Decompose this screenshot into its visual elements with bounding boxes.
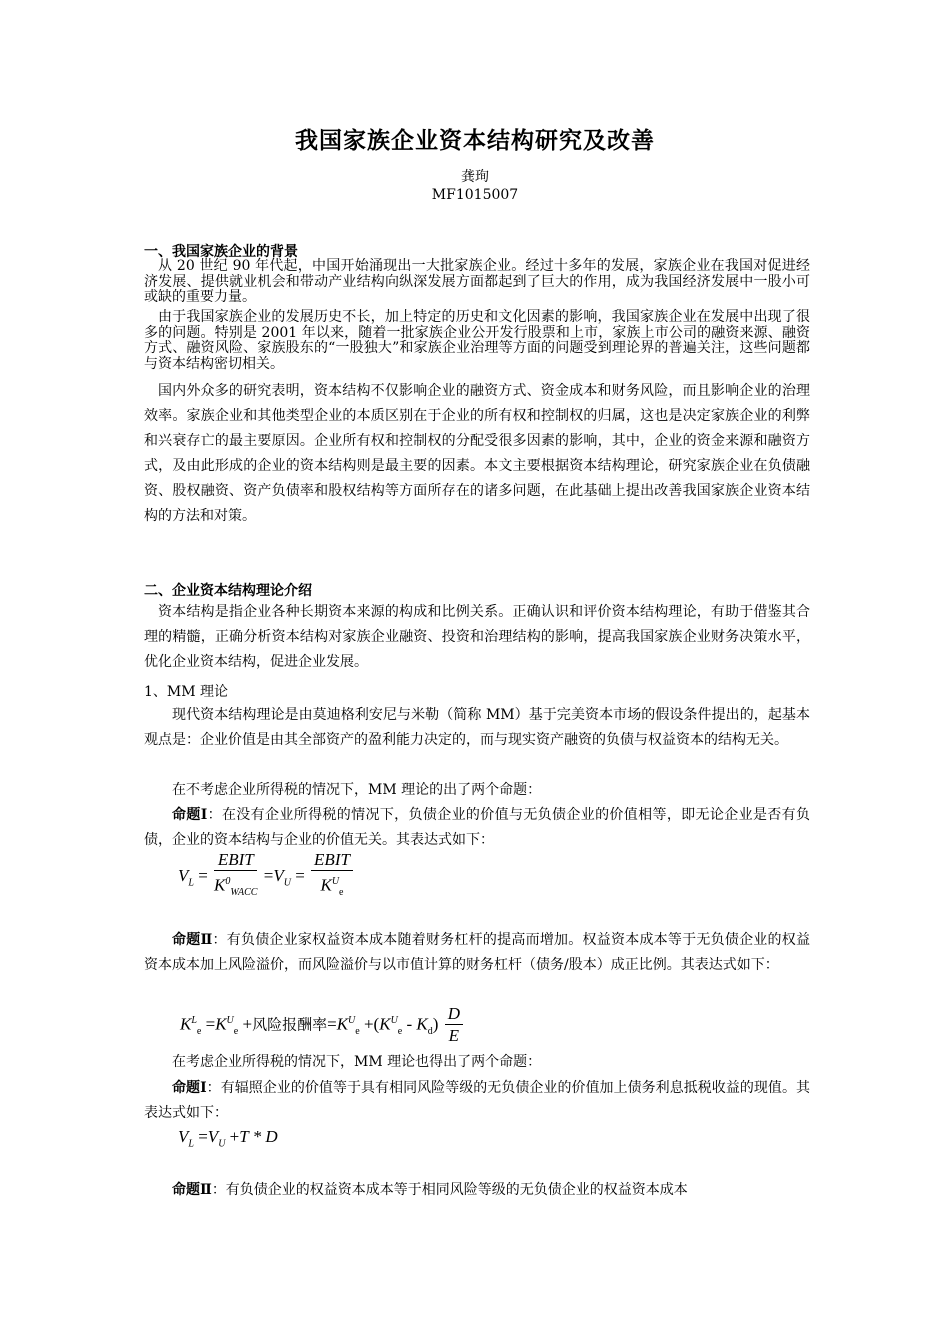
proposition-label: 命题Ⅱ	[172, 932, 213, 948]
section2-paragraph-4: 在考虑企业所得税的情况下，MM 理论也得出了两个命题：	[172, 1054, 542, 1070]
proposition-3-paragraph	[144, 1076, 810, 1126]
proposition-label: 命题Ⅱ	[172, 1182, 212, 1198]
proposition-text: ：有负债企业的权益资本成本等于相同风险等级的无负债企业的权益资本成本	[211, 1182, 688, 1198]
proposition-2-paragraph	[144, 928, 810, 978]
student-id: MF1015007	[431, 187, 519, 203]
formula-equity-cost: $K^L_e =K^U_e$ +风险报酬率$=K^U_e +(K^U_e - K_d)$ $\frac{D}{E}$	[180, 1004, 465, 1047]
section2-paragraph-3: 在不考虑企业所得税的情况下，MM 理论的出了两个命题：	[172, 782, 542, 798]
section1-paragraph-2: 由于我国家族企业的发展历史不长，加上特定的历史和文化因素的影响，我国家族企业在发展中出现了很多的问题。特别是 2001 年以来，随着一批家族企业公开发行股票和上市，家族上市公司的融资来源、融资方式、融资风险、家族股东的“一股独大”和家族企业治理等方面的问题受到理论界的普遍关注，这些问题都与资本结构密切相关。	[144, 309, 810, 372]
author-block	[0, 168, 950, 204]
proposition-1-paragraph	[144, 803, 810, 853]
proposition-text: ：有辐照企业的价值等于具有相同风险等级的无负债企业的价值加上债务利息抵税收益的现值。其表达式如下：	[144, 1080, 810, 1121]
proposition-label: 命题Ⅰ	[172, 1080, 207, 1096]
proposition-label: 命题Ⅰ	[172, 807, 208, 823]
proposition-4-paragraph	[144, 1178, 810, 1203]
formula-levered-value: $V_L =V_U +T * D$	[178, 1127, 278, 1150]
author-name: 龚珣	[461, 169, 489, 185]
mm-theory-subheading: 1、MM 理论	[144, 684, 229, 700]
formula-mm-value: $V_L$ = $\frac{\text{EBIT}}{K^0_{WACC}}$ $=V_U$ = $\frac{\text{EBIT}}{K^U_e}$	[178, 850, 355, 904]
section1-paragraph-1: 从 20 世纪 90 年代起，中国开始涌现出一大批家族企业。经过十多年的发展，家族企业在我国对促进经济发展、提供就业机会和带动产业结构向纵深发展方面都起到了巨大的作用，成为我国经济发展中一股小可或缺的重要力量。	[144, 258, 810, 306]
section2-heading: 二、企业资本结构理论介绍	[144, 583, 312, 599]
section2-paragraph-1: 资本结构是指企业各种长期资本来源的构成和比例关系。正确认识和评价资本结构理论，有助于借鉴其合理的精髓，正确分析资本结构对家族企业融资、投资和治理结构的影响，提高我国家族企业财务决策水平，优化企业资本结构，促进企业发展。	[144, 604, 810, 670]
section1-paragraph-3: 国内外众多的研究表明，资本结构不仅影响企业的融资方式、资金成本和财务风险，而且影响企业的治理效率。家族企业和其他类型企业的本质区别在于企业的所有权和控制权的归属，这也是决定家族企业的利弊和兴衰存亡的最主要原因。企业所有权和控制权的分配受很多因素的影响，其中，企业的资金来源和融资方式，及由此形成的企业的资本结构则是最主要的因素。本文主要根据资本结构理论，研究家族企业在负债融资、股权融资、资产负债率和股权结构等方面所存在的诸多问题，在此基础上提出改善我国家族企业资本结构的方法和对策。	[144, 383, 810, 524]
proposition-text: ：有负债企业家权益资本成本随着财务杠杆的提高而增加。权益资本成本等于无负债企业的权益资本成本加上风险溢价，而风险溢价与以市值计算的财务杠杆（债务/股本）成正比例。其表达式如下：	[144, 932, 810, 973]
section2-paragraph-2: 现代资本结构理论是由莫迪格利安尼与米勒（简称 MM）基于完美资本市场的假设条件提出的，起基本观点是：企业价值是由其全部资产的盈利能力决定的，而与现实资产融资的负债与权益资本的结构无关。	[144, 707, 810, 748]
page-title: 我国家族企业资本结构研究及改善	[295, 127, 655, 154]
section1-heading: 一、我国家族企业的背景	[144, 244, 298, 260]
proposition-text: ：在没有企业所得税的情况下，负债企业的价值与无负债企业的价值相等，即无论企业是否有负债，企业的资本结构与企业的价值无关。其表达式如下：	[144, 807, 810, 848]
